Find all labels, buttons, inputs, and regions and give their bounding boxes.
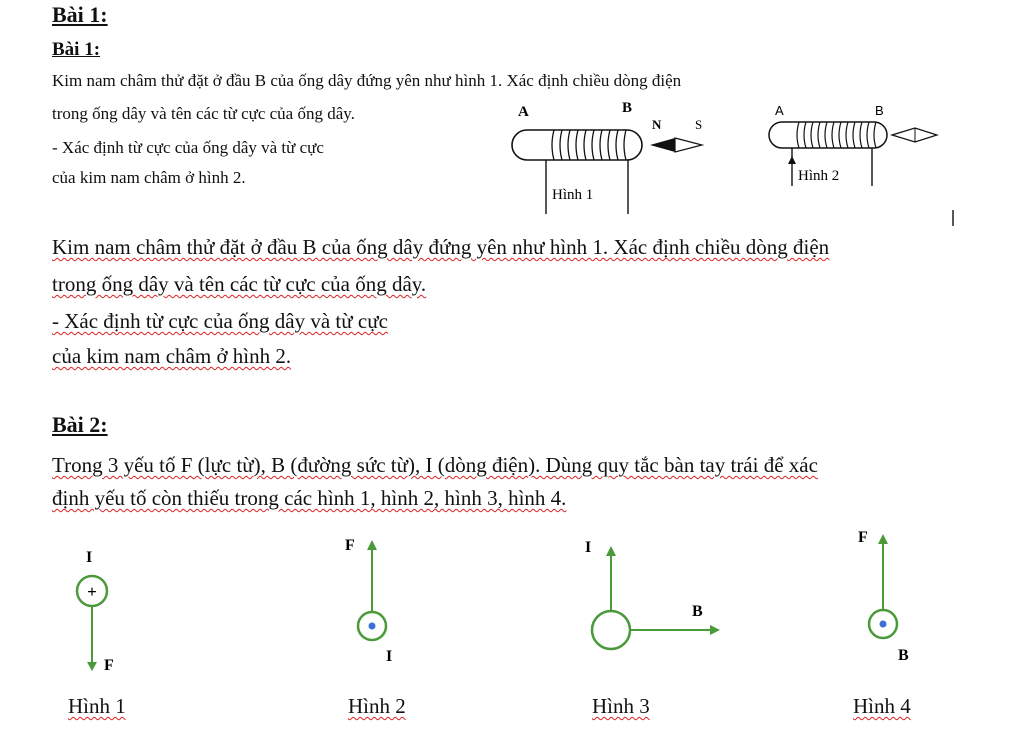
figure-4-caption: Hình 4 — [853, 694, 911, 718]
problem-1-line-4: của kim nam châm ở hình 2. — [52, 168, 246, 187]
fig2-label-a: A — [775, 103, 784, 118]
figure-1-caption: Hình 1 — [68, 694, 126, 718]
fig1-caption: Hình 1 — [552, 187, 594, 203]
problem-1-typed-line-2: trong ống dây và tên các từ cực của ống dây. — [52, 272, 427, 296]
problem-1-typed-line-4: của kim nam châm ở hình 2. — [52, 344, 292, 368]
exercise-1-title: Bài 1: — [52, 39, 101, 60]
force-figure-1 — [60, 538, 140, 688]
problem-1-line-1: Kim nam châm thử đặt ở đầu B của ống dây đứng yên như hình 1. Xác định chiều dòng điện — [52, 71, 682, 90]
problem-1-typed-line-1: Kim nam châm thử đặt ở đầu B của ống dây đứng yên như hình 1. Xác định chiều dòng điện — [52, 235, 830, 259]
figure-3-caption: Hình 3 — [592, 694, 650, 718]
figure-3-label-i: I — [585, 539, 592, 556]
figure-1-plus-symbol: + — [87, 582, 97, 601]
fig1-label-s: S — [695, 117, 703, 132]
figure-1-label-f: F — [104, 657, 114, 674]
problem-1-line-2: trong ống dây và tên các từ cực của ống dây. — [52, 104, 355, 123]
figure-2-caption: Hình 2 — [348, 694, 406, 718]
force-figure-4 — [848, 518, 928, 668]
problem-1-typed-line-3: - Xác định từ cực của ống dây và từ cực — [52, 309, 388, 333]
figure-2-label-f: F — [345, 537, 355, 554]
problem-2-line-2: định yếu tố còn thiếu trong các hình 1, hình 2, hình 3, hình 4. — [52, 486, 567, 510]
force-figure-2 — [335, 528, 415, 668]
fig1-label-n: N — [652, 117, 662, 132]
fig2-label-b: B — [875, 103, 884, 118]
problem-2-line-1: Trong 3 yếu tố F (lực từ), B (đường sức từ), I (dòng điện). Dùng quy tắc bàn tay trái để xác — [52, 453, 818, 477]
solenoid-figure-2 — [765, 98, 970, 228]
figure-4-label-b: B — [898, 647, 909, 664]
fig1-label-a: A — [518, 104, 529, 120]
force-figure-3 — [578, 532, 738, 657]
figure-4-label-f: F — [858, 529, 868, 546]
exercise-2-title: Bài 2: — [52, 412, 108, 437]
problem-1-line-3: - Xác định từ cực của ống dây và từ cực — [52, 138, 324, 157]
solenoid-figure-1 — [500, 96, 715, 221]
fig1-label-b: B — [622, 100, 633, 116]
figure-3-label-b: B — [692, 603, 703, 620]
figure-1-label-i: I — [86, 549, 93, 566]
fig2-caption: Hình 2 — [798, 168, 840, 184]
figure-2-label-i: I — [386, 648, 393, 665]
exercise-1-title-top: Bài 1: — [52, 2, 108, 27]
